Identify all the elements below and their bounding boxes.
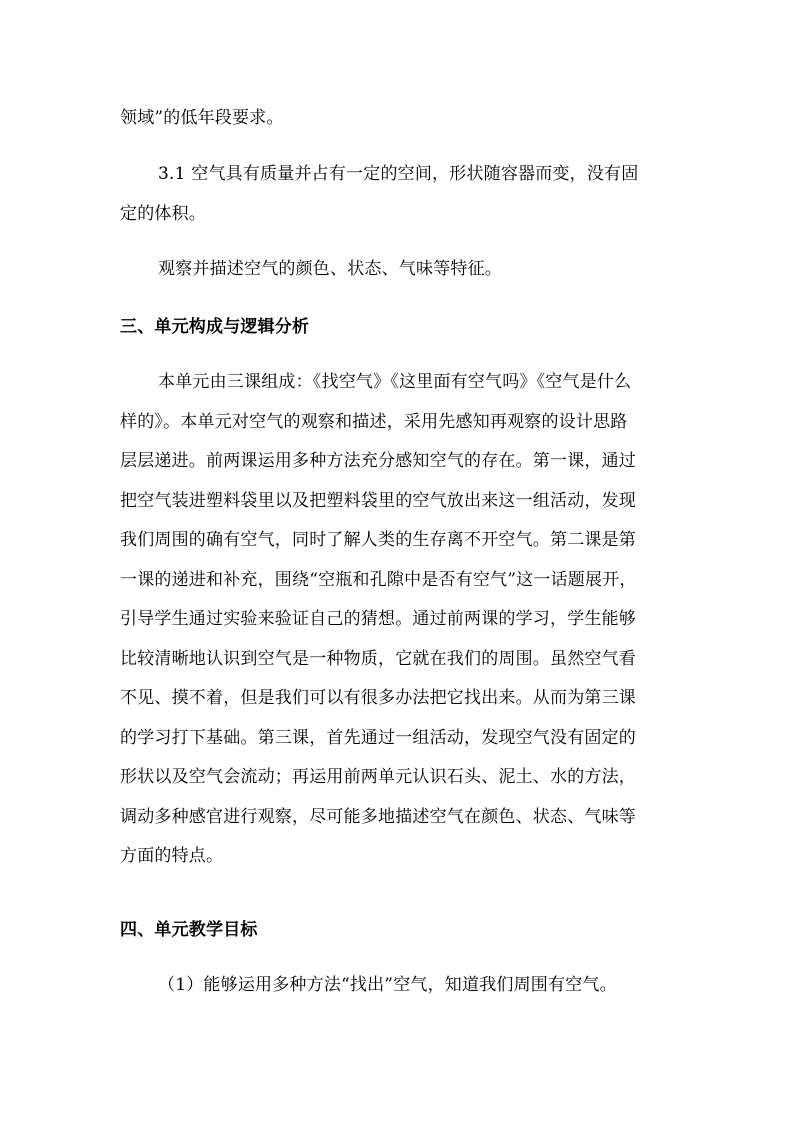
paragraph-line: 的学习打下基础。第三课，首先通过一组活动，发现空气没有固定的	[120, 728, 636, 748]
paragraph-line: 一课的递进和补充，围绕“空瓶和孔隙中是否有空气”这一话题展开，	[120, 570, 637, 590]
paragraph-line: 层层递进。前两课运用多种方法充分感知空气的存在。第一课，通过	[120, 451, 636, 471]
observe-text: 观察并描述空气的颜色、状态、气味等特征。	[158, 259, 502, 279]
paragraph-line: 不见、摸不着，但是我们可以有很多办法把它找出来。从而为第三课	[120, 688, 636, 708]
paragraph-line: 把空气装进塑料袋里以及把塑料袋里的空气放出来这一组活动，发现	[120, 491, 636, 511]
goal-1-text: （1）能够运用多种方法“找出”空气，知道我们周围有空气。	[158, 975, 617, 995]
paragraph-line: 样的》。本单元对空气的观察和描述，采用先感知再观察的设计思路	[120, 412, 628, 432]
paragraph-line: 我们周围的确有空气，同时了解人类的生存离不开空气。第二课是第	[120, 530, 636, 550]
intro-tail-text: 领域”的低年段要求。	[120, 108, 284, 128]
standard-line-1: 3.1 空气具有质量并占有一定的空间，形状随容器而变，没有固	[158, 164, 639, 184]
paragraph-line: 本单元由三课组成：《找空气》《这里面有空气吗》《空气是什么	[158, 372, 632, 392]
paragraph-line: 方面的特点。	[120, 846, 224, 866]
paragraph-line: 比较清晰地认识到空气是一种物质，它就在我们的周围。虽然空气看	[120, 649, 636, 669]
paragraph-line: 引导学生通过实验来验证自己的猜想。通过前两课的学习，学生能够	[120, 609, 636, 629]
section-4-heading: 四、单元教学目标	[120, 920, 258, 940]
standard-line-2: 定的体积。	[120, 204, 206, 224]
paragraph-line: 形状以及空气会流动；再运用前两单元认识石头、泥土、水的方法，	[120, 767, 636, 787]
section-3-heading: 三、单元构成与逻辑分析	[120, 317, 310, 337]
paragraph-line: 调动多种感官进行观察，尽可能多地描述空气在颜色、状态、气味等	[120, 807, 636, 827]
